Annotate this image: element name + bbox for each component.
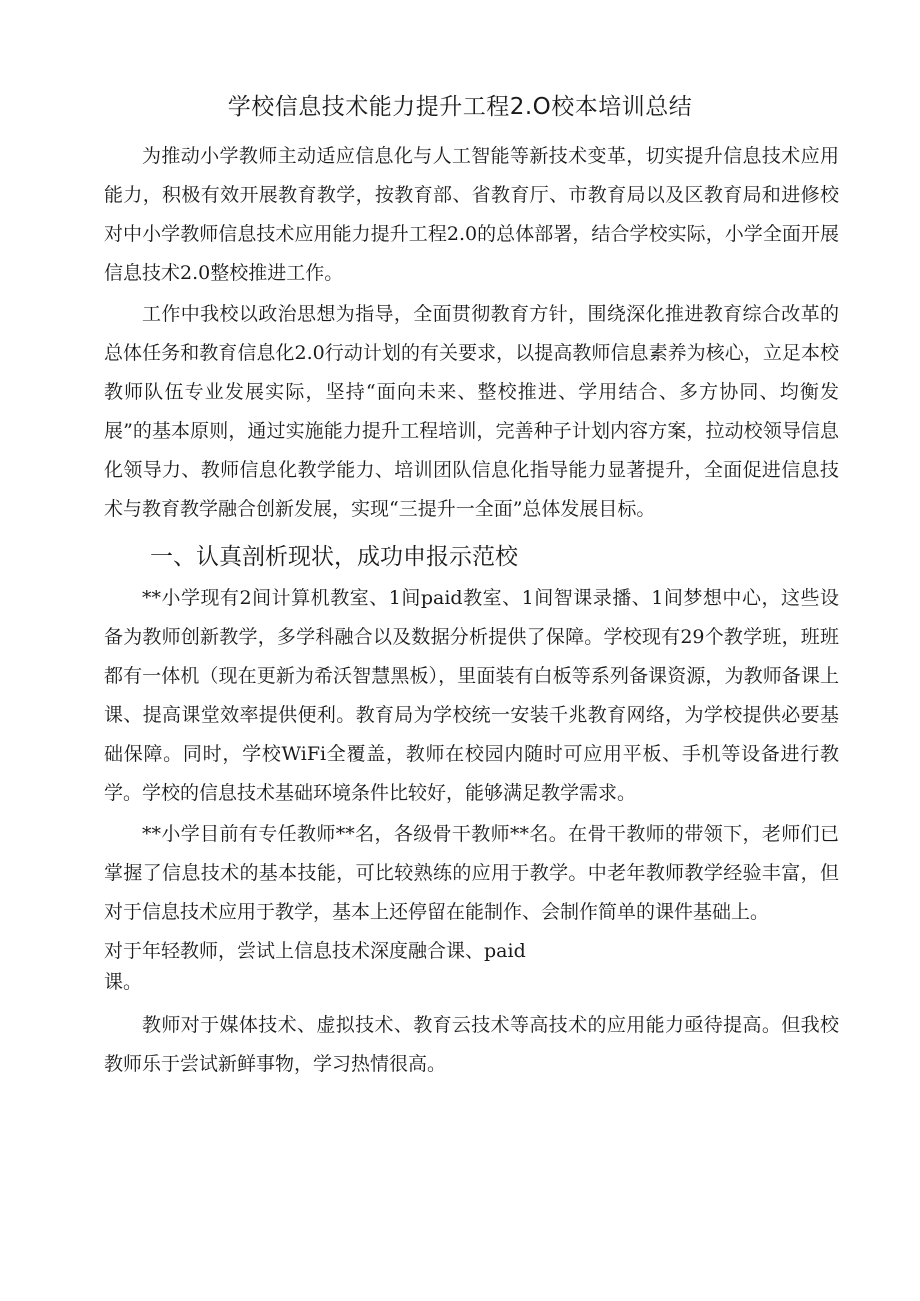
- young-teachers-line: 对于年轻教师，尝试上信息技术深度融合课、paid: [104, 940, 526, 962]
- facilities-paragraph: **小学现有2间计算机教室、1间paid教室、1间智课录播、1间梦想中心，这些设备为教师创新教学，多学科融合以及数据分析提供了保障。学校现有29个教学班，班班都有一体机（现在更新为希沃智慧黑板），里面装有白板等系列备课资源，为教师备课上课、提高课堂效率提供便利。教育局为学校统一安装千兆教育网络，为学校提供必要基础保障。同时，学校WiFi全覆盖，教师在校园内随时可应用平板、手机等设备进行教学。学校的信息技术基础环境条件比较好，能够满足教学需求。: [104, 587, 839, 804]
- final-paragraph: 教师对于媒体技术、虚拟技术、教育云技术等高技术的应用能力亟待提高。但我校教师乐于尝试新鲜事物，学习热情很高。: [104, 1014, 839, 1075]
- principles-paragraph: 工作中我校以政治思想为指导，全面贯彻教育方针，围绕深化推进教育综合改革的总体任务和教育信息化2.0行动计划的有关要求，以提高教师信息素养为核心，立足本校教师队伍专业发展实际，坚持“面向未来、整校推进、学用结合、多方协同、均衡发展”的基本原则，通过实施能力提升工程培训，完善种子计划内容方案，拉动校领导信息化领导力、教师信息化教学能力、培训团队信息化指导能力显著提升，全面促进信息技术与教育教学融合创新发展，实现“三提升一全面”总体发展目标。: [104, 303, 839, 520]
- document-title: 学校信息技术能力提升工程2.O校本培训总结: [227, 94, 693, 120]
- intro-paragraph: 为推动小学教师主动适应信息化与人工智能等新技术变革，切实提升信息技术应用能力，积极有效开展教育教学，按教育部、省教育厅、市教育局以及区教育局和进修校对中小学教师信息技术应用能力提升工程2.0的总体部署，结合学校实际，小学全面开展信息技术2.0整校推进工作。: [104, 145, 839, 284]
- teachers-paragraph: **小学目前有专任教师**名，各级骨干教师**名。在骨干教师的带领下，老师们已掌握了信息技术的基本技能，可比较熟练的应用于教学。中老年教师教学经验丰富，但对于信息技术应用于教学，基本上还停留在能制作、会制作简单的课件基础上。: [104, 823, 839, 923]
- young-teachers-line-end: 课。: [104, 971, 143, 993]
- section-heading: 一、认真剖析现状，成功申报示范校: [150, 544, 518, 570]
- document-body: [104, 137, 839, 1084]
